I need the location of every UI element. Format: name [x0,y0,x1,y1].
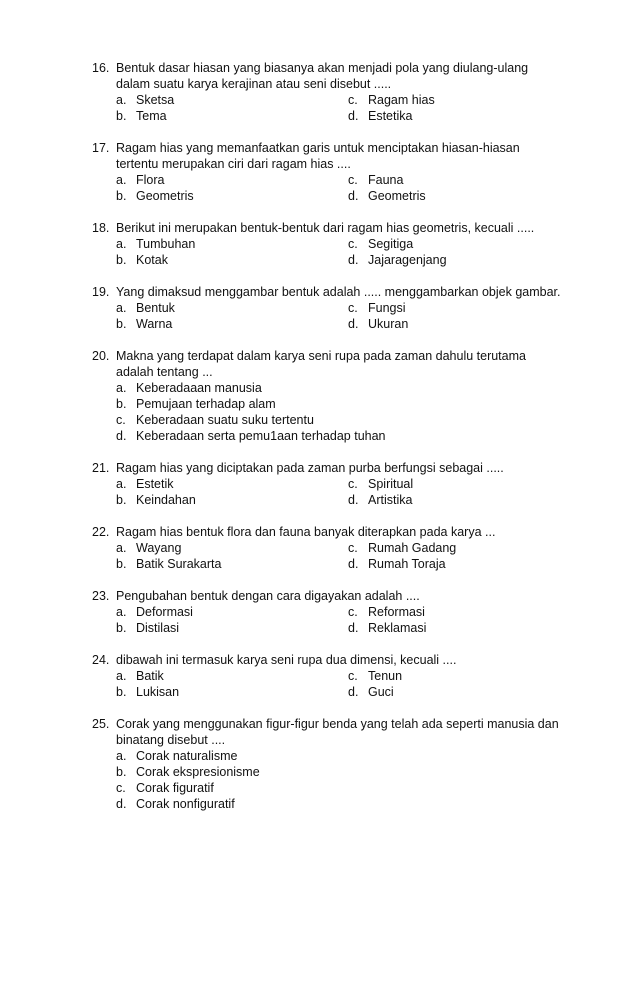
question-stem [92,524,562,540]
answer-option [348,236,562,252]
question-text: Yang dimaksud menggambar bentuk adalah ..... menggambarkan objek gambar. [116,285,561,299]
question-item [92,140,562,204]
option-letter: b. [116,109,127,123]
question-number: 24. [92,653,110,667]
question-item [92,60,562,124]
answer-option [348,492,562,508]
option-text: Artistika [368,493,413,507]
option-text: Distilasi [136,621,180,635]
answer-option [116,556,348,572]
option-text: Keberadaan suatu suku tertentu [136,413,314,427]
option-letter: b. [116,685,127,699]
option-letter: b. [116,397,127,411]
option-text: Wayang [136,541,182,555]
question-text: Pengubahan bentuk dengan cara digayakan adalah .... [116,589,420,603]
question-number: 19. [92,285,110,299]
option-letter: a. [116,237,127,251]
answer-option [116,236,348,252]
question-item [92,284,562,332]
option-letter: a. [116,301,127,315]
answer-option [116,748,562,764]
answer-option [348,172,562,188]
question-stem [92,460,562,476]
question-item [92,524,562,572]
option-letter: b. [116,317,127,331]
answer-option [116,684,348,700]
option-letter: c. [348,301,358,315]
option-letter: d. [348,557,359,571]
answer-options [116,172,562,204]
option-text: Segitiga [368,237,414,251]
answer-option [116,796,562,812]
answer-option [348,188,562,204]
answer-option [116,396,562,412]
option-text: Reformasi [368,605,425,619]
answer-options [116,668,562,700]
option-letter: b. [116,493,127,507]
question-sheet [92,60,562,828]
option-text: Bentuk [136,301,175,315]
option-text: Ragam hias [368,93,435,107]
option-text: Deformasi [136,605,193,619]
answer-option [116,540,348,556]
option-text: Lukisan [136,685,180,699]
option-text: Corak figuratif [136,781,214,795]
answer-options [116,748,562,812]
answer-option [348,620,562,636]
option-text: Sketsa [136,93,175,107]
option-letter: a. [116,749,127,763]
option-text: Keberadaan serta pemu1aan terhadap tuhan [136,429,386,443]
question-text: Berikut ini merupakan bentuk-bentuk dari ragam hias geometris, kecuali ..... [116,221,535,235]
option-letter: b. [116,557,127,571]
question-text: Bentuk dasar hiasan yang biasanya akan menjadi pola yang diulang-ulang dalam suatu karya kerajinan atau seni disebut ..... [116,61,529,91]
question-item [92,652,562,700]
option-letter: c. [348,541,358,555]
answer-option [348,668,562,684]
option-letter: c. [348,237,358,251]
question-stem [92,652,562,668]
option-text: Jajaragenjang [368,253,447,267]
answer-option [348,556,562,572]
option-text: Pemujaan terhadap alam [136,397,276,411]
option-letter: c. [348,669,358,683]
question-stem [92,60,562,92]
answer-option [348,476,562,492]
option-text: Keberadaaan manusia [136,381,262,395]
question-item [92,348,562,444]
option-letter: b. [116,621,127,635]
question-text: Ragam hias yang memanfaatkan garis untuk menciptakan hiasan-hiasan tertentu merupakan ciri dari ragam hias .... [116,141,520,171]
option-letter: c. [116,781,126,795]
answer-option [116,316,348,332]
option-letter: c. [116,413,126,427]
question-stem [92,716,562,748]
answer-options [116,92,562,124]
answer-option [348,540,562,556]
option-letter: c. [348,605,358,619]
question-stem [92,284,562,300]
question-text: Ragam hias yang diciptakan pada zaman purba berfungsi sebagai ..... [116,461,504,475]
question-number: 23. [92,589,110,603]
option-text: Batik Surakarta [136,557,222,571]
answer-option [348,684,562,700]
question-text: Ragam hias bentuk flora dan fauna banyak diterapkan pada karya ... [116,525,496,539]
option-text: Ukuran [368,317,409,331]
answer-option [116,412,562,428]
option-text: Corak naturalisme [136,749,238,763]
answer-option [116,252,348,268]
question-text: dibawah ini termasuk karya seni rupa dua dimensi, kecuali .... [116,653,457,667]
answer-options [116,476,562,508]
question-number: 25. [92,717,110,731]
answer-option [116,92,348,108]
option-letter: a. [116,93,127,107]
answer-option [116,492,348,508]
option-letter: d. [348,685,359,699]
option-text: Guci [368,685,394,699]
answer-option [116,380,562,396]
option-text: Fungsi [368,301,406,315]
question-stem [92,140,562,172]
question-number: 22. [92,525,110,539]
answer-option [348,252,562,268]
question-number: 20. [92,349,110,363]
question-number: 16. [92,61,110,75]
answer-option [348,316,562,332]
answer-option [116,604,348,620]
question-text: Corak yang menggunakan figur-figur benda yang telah ada seperti manusia dan binatang disebut .... [116,717,559,747]
option-text: Tenun [368,669,403,683]
option-letter: a. [116,541,127,555]
option-letter: b. [116,253,127,267]
answer-option [116,428,562,444]
option-letter: d. [348,493,359,507]
option-text: Warna [136,317,173,331]
option-letter: a. [116,605,127,619]
answer-option [348,604,562,620]
option-text: Estetik [136,477,174,491]
answer-option [116,188,348,204]
option-letter: a. [116,381,127,395]
answer-option [348,108,562,124]
option-letter: c. [348,477,358,491]
option-text: Estetika [368,109,413,123]
question-number: 17. [92,141,110,155]
option-letter: d. [348,189,359,203]
option-letter: d. [116,797,127,811]
option-letter: d. [348,253,359,267]
question-item [92,460,562,508]
question-item [92,588,562,636]
option-text: Kotak [136,253,168,267]
answer-option [116,764,562,780]
answer-option [348,92,562,108]
answer-option [116,476,348,492]
question-item [92,716,562,812]
option-text: Fauna [368,173,404,187]
option-text: Corak nonfiguratif [136,797,235,811]
option-letter: b. [116,765,127,779]
option-text: Rumah Toraja [368,557,446,571]
option-text: Flora [136,173,165,187]
answer-option [116,620,348,636]
answer-options [116,380,562,444]
option-letter: b. [116,189,127,203]
answer-option [116,668,348,684]
option-letter: d. [116,429,127,443]
option-letter: a. [116,173,127,187]
question-text: Makna yang terdapat dalam karya seni rupa pada zaman dahulu terutama adalah tentang ... [116,349,526,379]
option-text: Rumah Gadang [368,541,457,555]
question-number: 18. [92,221,110,235]
option-text: Corak ekspresionisme [136,765,260,779]
option-text: Tema [136,109,167,123]
option-letter: a. [116,669,127,683]
option-text: Tumbuhan [136,237,196,251]
option-text: Reklamasi [368,621,427,635]
option-letter: c. [348,93,358,107]
option-letter: d. [348,317,359,331]
option-text: Batik [136,669,164,683]
option-text: Keindahan [136,493,196,507]
answer-options [116,300,562,332]
option-letter: c. [348,173,358,187]
option-text: Geometris [136,189,194,203]
answer-options [116,540,562,572]
option-text: Spiritual [368,477,414,491]
option-text: Geometris [368,189,426,203]
answer-options [116,236,562,268]
answer-options [116,604,562,636]
option-letter: a. [116,477,127,491]
question-stem [92,348,562,380]
answer-option [348,300,562,316]
answer-option [116,172,348,188]
answer-option [116,780,562,796]
question-stem [92,588,562,604]
question-number: 21. [92,461,110,475]
question-stem [92,220,562,236]
question-item [92,220,562,268]
option-letter: d. [348,109,359,123]
option-letter: d. [348,621,359,635]
answer-option [116,108,348,124]
answer-option [116,300,348,316]
